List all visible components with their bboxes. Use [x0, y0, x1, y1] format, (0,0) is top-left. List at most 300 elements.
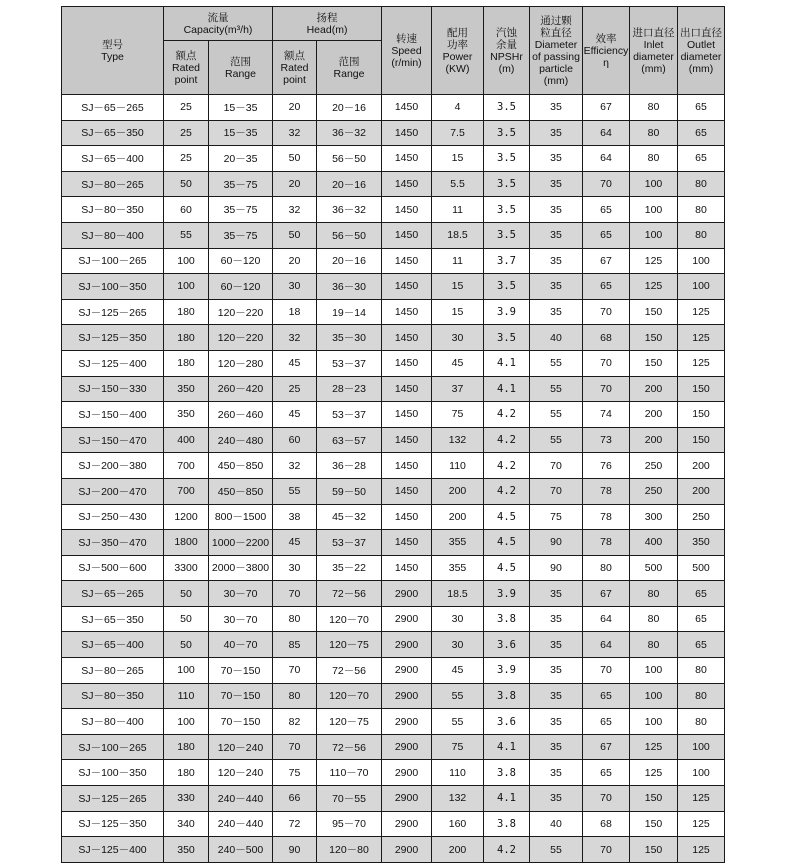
- cell-head-rated: 80: [273, 606, 317, 632]
- cell-type: SJ－125－350: [62, 811, 164, 837]
- cell-capacity-range: 35－75: [209, 222, 273, 248]
- cell-inlet: 150: [630, 837, 678, 863]
- cell-outlet: 65: [678, 606, 725, 632]
- cell-head-range: 95－70: [317, 811, 382, 837]
- cell-capacity-rated: 50: [164, 632, 209, 658]
- cell-type: SJ－125－265: [62, 299, 164, 325]
- cell-head-rated: 80: [273, 683, 317, 709]
- cell-speed: 1450: [382, 95, 432, 121]
- cell-speed: 1450: [382, 299, 432, 325]
- table-row: [62, 811, 725, 837]
- table-row: [62, 146, 725, 172]
- table-row: [62, 350, 725, 376]
- cell-head-rated: 66: [273, 786, 317, 812]
- cell-npsh: 3.8: [484, 606, 530, 632]
- cell-speed: 1450: [382, 197, 432, 223]
- cell-npsh: 4.5: [484, 555, 530, 581]
- cell-power: 200: [432, 837, 484, 863]
- cell-npsh: 4.1: [484, 786, 530, 812]
- table-row: [62, 709, 725, 735]
- table-row: [62, 95, 725, 121]
- cell-npsh: 4.1: [484, 734, 530, 760]
- cell-type: SJ－200－470: [62, 478, 164, 504]
- cell-inlet: 150: [630, 786, 678, 812]
- cell-head-range: 36－30: [317, 274, 382, 300]
- cell-capacity-rated: 100: [164, 274, 209, 300]
- cell-npsh: 4.2: [484, 453, 530, 479]
- cell-type: SJ－65－350: [62, 606, 164, 632]
- cell-outlet: 80: [678, 658, 725, 684]
- cell-type: SJ－80－350: [62, 683, 164, 709]
- cell-capacity-range: 70－150: [209, 658, 273, 684]
- cell-head-rated: 25: [273, 376, 317, 402]
- cell-capacity-rated: 700: [164, 453, 209, 479]
- cell-capacity-rated: 1200: [164, 504, 209, 530]
- cell-power: 132: [432, 427, 484, 453]
- cell-outlet: 80: [678, 683, 725, 709]
- cell-type: SJ－125－350: [62, 325, 164, 351]
- cell-speed: 1450: [382, 248, 432, 274]
- cell-type: SJ－250－430: [62, 504, 164, 530]
- cell-capacity-rated: 340: [164, 811, 209, 837]
- cell-power: 75: [432, 402, 484, 428]
- cell-npsh: 3.5: [484, 120, 530, 146]
- cell-head-range: 63－57: [317, 427, 382, 453]
- cell-capacity-range: 120－220: [209, 299, 273, 325]
- cell-power: 110: [432, 760, 484, 786]
- cell-head-rated: 85: [273, 632, 317, 658]
- cell-head-range: 35－22: [317, 555, 382, 581]
- cell-capacity-rated: 180: [164, 325, 209, 351]
- cell-outlet: 80: [678, 222, 725, 248]
- header-inlet: 进口直径 Inlet diameter (mm): [630, 7, 678, 95]
- cell-inlet: 80: [630, 632, 678, 658]
- cell-head-rated: 30: [273, 555, 317, 581]
- cell-particle: 75: [530, 504, 583, 530]
- cell-particle: 35: [530, 632, 583, 658]
- cell-inlet: 100: [630, 683, 678, 709]
- cell-type: SJ－80－400: [62, 709, 164, 735]
- cell-capacity-range: 260－420: [209, 376, 273, 402]
- cell-outlet: 150: [678, 376, 725, 402]
- cell-capacity-rated: 350: [164, 837, 209, 863]
- cell-inlet: 200: [630, 376, 678, 402]
- cell-speed: 2900: [382, 709, 432, 735]
- cell-type: SJ－80－350: [62, 197, 164, 223]
- header-capacity: 流量 Capacity(m³/h): [164, 7, 273, 41]
- table-row: [62, 453, 725, 479]
- table-row: [62, 376, 725, 402]
- table-header: [62, 7, 725, 95]
- header-head: 扬程 Head(m): [273, 7, 382, 41]
- header-npsh: 汽蚀 余量 NPSHr (m): [484, 7, 530, 95]
- cell-efficiency: 78: [583, 504, 630, 530]
- cell-capacity-range: 2000－3800: [209, 555, 273, 581]
- cell-efficiency: 74: [583, 402, 630, 428]
- cell-power: 18.5: [432, 581, 484, 607]
- header-head-rated: 额点 Rated point: [273, 41, 317, 95]
- header-power: 配用 功率 Power (KW): [432, 7, 484, 95]
- table-row: [62, 760, 725, 786]
- cell-npsh: 4.1: [484, 350, 530, 376]
- cell-inlet: 200: [630, 427, 678, 453]
- cell-head-range: 53－37: [317, 350, 382, 376]
- cell-npsh: 4.1: [484, 376, 530, 402]
- cell-head-rated: 20: [273, 171, 317, 197]
- cell-outlet: 100: [678, 734, 725, 760]
- cell-head-rated: 45: [273, 530, 317, 556]
- cell-outlet: 65: [678, 95, 725, 121]
- cell-outlet: 65: [678, 146, 725, 172]
- cell-speed: 1450: [382, 146, 432, 172]
- table-row: [62, 120, 725, 146]
- cell-capacity-range: 30－70: [209, 581, 273, 607]
- table-row: [62, 555, 725, 581]
- cell-outlet: 350: [678, 530, 725, 556]
- cell-inlet: 250: [630, 478, 678, 504]
- cell-particle: 55: [530, 402, 583, 428]
- cell-efficiency: 70: [583, 299, 630, 325]
- cell-head-rated: 45: [273, 402, 317, 428]
- table-row: [62, 274, 725, 300]
- cell-outlet: 125: [678, 350, 725, 376]
- cell-particle: 35: [530, 120, 583, 146]
- cell-outlet: 125: [678, 811, 725, 837]
- cell-particle: 55: [530, 837, 583, 863]
- cell-npsh: 4.2: [484, 837, 530, 863]
- cell-power: 15: [432, 274, 484, 300]
- cell-particle: 40: [530, 325, 583, 351]
- table-row: [62, 632, 725, 658]
- cell-efficiency: 65: [583, 683, 630, 709]
- cell-power: 37: [432, 376, 484, 402]
- cell-head-rated: 32: [273, 453, 317, 479]
- cell-speed: 2900: [382, 811, 432, 837]
- cell-outlet: 100: [678, 248, 725, 274]
- cell-speed: 1450: [382, 120, 432, 146]
- cell-particle: 35: [530, 606, 583, 632]
- cell-power: 30: [432, 632, 484, 658]
- cell-efficiency: 65: [583, 197, 630, 223]
- cell-capacity-range: 15－35: [209, 120, 273, 146]
- cell-inlet: 100: [630, 709, 678, 735]
- cell-speed: 2900: [382, 581, 432, 607]
- cell-outlet: 200: [678, 478, 725, 504]
- cell-power: 55: [432, 709, 484, 735]
- cell-head-rated: 70: [273, 734, 317, 760]
- cell-speed: 1450: [382, 478, 432, 504]
- cell-head-rated: 50: [273, 222, 317, 248]
- cell-particle: 70: [530, 478, 583, 504]
- cell-capacity-rated: 180: [164, 299, 209, 325]
- cell-particle: 35: [530, 222, 583, 248]
- cell-head-rated: 45: [273, 350, 317, 376]
- cell-particle: 35: [530, 197, 583, 223]
- cell-capacity-rated: 100: [164, 248, 209, 274]
- cell-outlet: 200: [678, 453, 725, 479]
- cell-npsh: 4.5: [484, 504, 530, 530]
- cell-type: SJ－100－350: [62, 274, 164, 300]
- table-row: [62, 197, 725, 223]
- pump-spec-table: [61, 6, 725, 863]
- header-capacity-range: 范围 Range: [209, 41, 273, 95]
- cell-head-rated: 90: [273, 837, 317, 863]
- cell-head-rated: 20: [273, 248, 317, 274]
- cell-npsh: 4.2: [484, 402, 530, 428]
- cell-inlet: 150: [630, 325, 678, 351]
- cell-particle: 35: [530, 146, 583, 172]
- cell-head-range: 35－30: [317, 325, 382, 351]
- cell-head-range: 72－56: [317, 581, 382, 607]
- cell-power: 45: [432, 350, 484, 376]
- cell-speed: 1450: [382, 325, 432, 351]
- cell-head-rated: 60: [273, 427, 317, 453]
- cell-npsh: 3.6: [484, 632, 530, 658]
- cell-outlet: 125: [678, 325, 725, 351]
- cell-efficiency: 70: [583, 171, 630, 197]
- cell-capacity-range: 60－120: [209, 274, 273, 300]
- cell-particle: 90: [530, 530, 583, 556]
- cell-capacity-rated: 50: [164, 606, 209, 632]
- cell-efficiency: 64: [583, 120, 630, 146]
- cell-particle: 35: [530, 709, 583, 735]
- cell-power: 132: [432, 786, 484, 812]
- cell-type: SJ－125－400: [62, 350, 164, 376]
- cell-power: 30: [432, 325, 484, 351]
- cell-head-range: 120－75: [317, 632, 382, 658]
- cell-inlet: 150: [630, 811, 678, 837]
- cell-type: SJ－500－600: [62, 555, 164, 581]
- cell-head-rated: 75: [273, 760, 317, 786]
- cell-efficiency: 78: [583, 478, 630, 504]
- cell-head-range: 53－37: [317, 402, 382, 428]
- cell-inlet: 150: [630, 350, 678, 376]
- cell-type: SJ－350－470: [62, 530, 164, 556]
- cell-head-range: 20－16: [317, 248, 382, 274]
- cell-speed: 1450: [382, 453, 432, 479]
- cell-type: SJ－65－265: [62, 581, 164, 607]
- cell-head-rated: 70: [273, 581, 317, 607]
- cell-efficiency: 64: [583, 632, 630, 658]
- cell-speed: 2900: [382, 658, 432, 684]
- cell-power: 75: [432, 734, 484, 760]
- cell-type: SJ－65－400: [62, 146, 164, 172]
- cell-head-range: 20－16: [317, 95, 382, 121]
- cell-particle: 35: [530, 581, 583, 607]
- cell-inlet: 80: [630, 146, 678, 172]
- cell-capacity-range: 120－240: [209, 760, 273, 786]
- cell-npsh: 3.5: [484, 146, 530, 172]
- cell-capacity-range: 70－150: [209, 683, 273, 709]
- cell-inlet: 100: [630, 222, 678, 248]
- cell-efficiency: 70: [583, 837, 630, 863]
- cell-capacity-range: 40－70: [209, 632, 273, 658]
- cell-head-rated: 38: [273, 504, 317, 530]
- table-row: [62, 530, 725, 556]
- cell-head-range: 19－14: [317, 299, 382, 325]
- cell-capacity-rated: 60: [164, 197, 209, 223]
- cell-capacity-rated: 25: [164, 120, 209, 146]
- cell-outlet: 100: [678, 760, 725, 786]
- cell-power: 4: [432, 95, 484, 121]
- cell-head-range: 70－55: [317, 786, 382, 812]
- cell-npsh: 3.8: [484, 683, 530, 709]
- cell-power: 7.5: [432, 120, 484, 146]
- cell-speed: 1450: [382, 402, 432, 428]
- cell-inlet: 125: [630, 734, 678, 760]
- cell-capacity-range: 1000－2200: [209, 530, 273, 556]
- cell-type: SJ－100－265: [62, 248, 164, 274]
- cell-speed: 2900: [382, 837, 432, 863]
- cell-capacity-range: 260－460: [209, 402, 273, 428]
- cell-power: 30: [432, 606, 484, 632]
- cell-power: 11: [432, 248, 484, 274]
- cell-inlet: 500: [630, 555, 678, 581]
- cell-speed: 2900: [382, 734, 432, 760]
- cell-head-rated: 32: [273, 197, 317, 223]
- cell-inlet: 100: [630, 197, 678, 223]
- cell-inlet: 125: [630, 274, 678, 300]
- cell-inlet: 100: [630, 171, 678, 197]
- table-body: [62, 95, 725, 863]
- cell-outlet: 150: [678, 402, 725, 428]
- cell-efficiency: 70: [583, 658, 630, 684]
- header-type: 型号 Type: [62, 7, 164, 95]
- cell-capacity-rated: 100: [164, 658, 209, 684]
- table-row: [62, 478, 725, 504]
- cell-npsh: 4.2: [484, 478, 530, 504]
- cell-efficiency: 64: [583, 146, 630, 172]
- cell-npsh: 3.5: [484, 171, 530, 197]
- cell-capacity-rated: 350: [164, 402, 209, 428]
- cell-power: 18.5: [432, 222, 484, 248]
- cell-npsh: 3.5: [484, 325, 530, 351]
- cell-npsh: 3.5: [484, 274, 530, 300]
- cell-power: 55: [432, 683, 484, 709]
- table-row: [62, 786, 725, 812]
- cell-head-rated: 18: [273, 299, 317, 325]
- cell-outlet: 125: [678, 299, 725, 325]
- header-head-range: 范围 Range: [317, 41, 382, 95]
- cell-capacity-rated: 50: [164, 581, 209, 607]
- cell-type: SJ－80－265: [62, 171, 164, 197]
- cell-speed: 2900: [382, 606, 432, 632]
- cell-efficiency: 70: [583, 376, 630, 402]
- cell-inlet: 200: [630, 402, 678, 428]
- cell-capacity-range: 450－850: [209, 453, 273, 479]
- cell-power: 355: [432, 530, 484, 556]
- cell-npsh: 3.5: [484, 197, 530, 223]
- cell-particle: 35: [530, 658, 583, 684]
- cell-capacity-range: 120－220: [209, 325, 273, 351]
- table-row: [62, 581, 725, 607]
- cell-particle: 35: [530, 683, 583, 709]
- cell-capacity-range: 240－440: [209, 811, 273, 837]
- cell-particle: 35: [530, 734, 583, 760]
- cell-head-rated: 70: [273, 658, 317, 684]
- table-row: [62, 299, 725, 325]
- table-row: [62, 171, 725, 197]
- cell-outlet: 125: [678, 786, 725, 812]
- cell-capacity-rated: 110: [164, 683, 209, 709]
- cell-particle: 35: [530, 786, 583, 812]
- cell-efficiency: 68: [583, 325, 630, 351]
- cell-head-rated: 82: [273, 709, 317, 735]
- cell-head-range: 45－32: [317, 504, 382, 530]
- cell-capacity-range: 800－1500: [209, 504, 273, 530]
- cell-npsh: 3.7: [484, 248, 530, 274]
- cell-outlet: 125: [678, 837, 725, 863]
- table-row: [62, 248, 725, 274]
- cell-outlet: 500: [678, 555, 725, 581]
- cell-type: SJ－65－400: [62, 632, 164, 658]
- cell-head-rated: 20: [273, 95, 317, 121]
- cell-capacity-range: 35－75: [209, 197, 273, 223]
- cell-power: 15: [432, 146, 484, 172]
- cell-capacity-rated: 50: [164, 171, 209, 197]
- cell-speed: 2900: [382, 760, 432, 786]
- cell-head-range: 120－70: [317, 683, 382, 709]
- cell-capacity-range: 120－240: [209, 734, 273, 760]
- cell-power: 11: [432, 197, 484, 223]
- cell-head-rated: 55: [273, 478, 317, 504]
- cell-capacity-rated: 100: [164, 709, 209, 735]
- cell-capacity-rated: 25: [164, 146, 209, 172]
- cell-inlet: 150: [630, 299, 678, 325]
- cell-efficiency: 65: [583, 760, 630, 786]
- cell-capacity-rated: 180: [164, 760, 209, 786]
- cell-capacity-rated: 180: [164, 350, 209, 376]
- table-row: [62, 222, 725, 248]
- cell-speed: 1450: [382, 171, 432, 197]
- cell-capacity-range: 15－35: [209, 95, 273, 121]
- cell-inlet: 300: [630, 504, 678, 530]
- cell-inlet: 100: [630, 658, 678, 684]
- cell-capacity-range: 240－440: [209, 786, 273, 812]
- cell-inlet: 125: [630, 760, 678, 786]
- cell-head-range: 56－50: [317, 222, 382, 248]
- cell-inlet: 125: [630, 248, 678, 274]
- cell-type: SJ－150－330: [62, 376, 164, 402]
- cell-power: 45: [432, 658, 484, 684]
- cell-efficiency: 67: [583, 734, 630, 760]
- cell-type: SJ－125－400: [62, 837, 164, 863]
- cell-particle: 35: [530, 171, 583, 197]
- cell-type: SJ－200－380: [62, 453, 164, 479]
- cell-efficiency: 65: [583, 222, 630, 248]
- cell-speed: 2900: [382, 786, 432, 812]
- cell-speed: 1450: [382, 504, 432, 530]
- cell-npsh: 3.9: [484, 299, 530, 325]
- cell-capacity-range: 240－500: [209, 837, 273, 863]
- table-row: [62, 658, 725, 684]
- cell-efficiency: 73: [583, 427, 630, 453]
- table-row: [62, 427, 725, 453]
- cell-outlet: 80: [678, 709, 725, 735]
- cell-head-rated: 50: [273, 146, 317, 172]
- cell-speed: 1450: [382, 222, 432, 248]
- cell-inlet: 80: [630, 581, 678, 607]
- cell-capacity-range: 20－35: [209, 146, 273, 172]
- cell-type: SJ－100－350: [62, 760, 164, 786]
- cell-head-range: 28－23: [317, 376, 382, 402]
- cell-particle: 35: [530, 760, 583, 786]
- cell-head-range: 72－56: [317, 658, 382, 684]
- cell-head-range: 36－32: [317, 197, 382, 223]
- cell-capacity-range: 30－70: [209, 606, 273, 632]
- cell-type: SJ－150－470: [62, 427, 164, 453]
- cell-particle: 55: [530, 427, 583, 453]
